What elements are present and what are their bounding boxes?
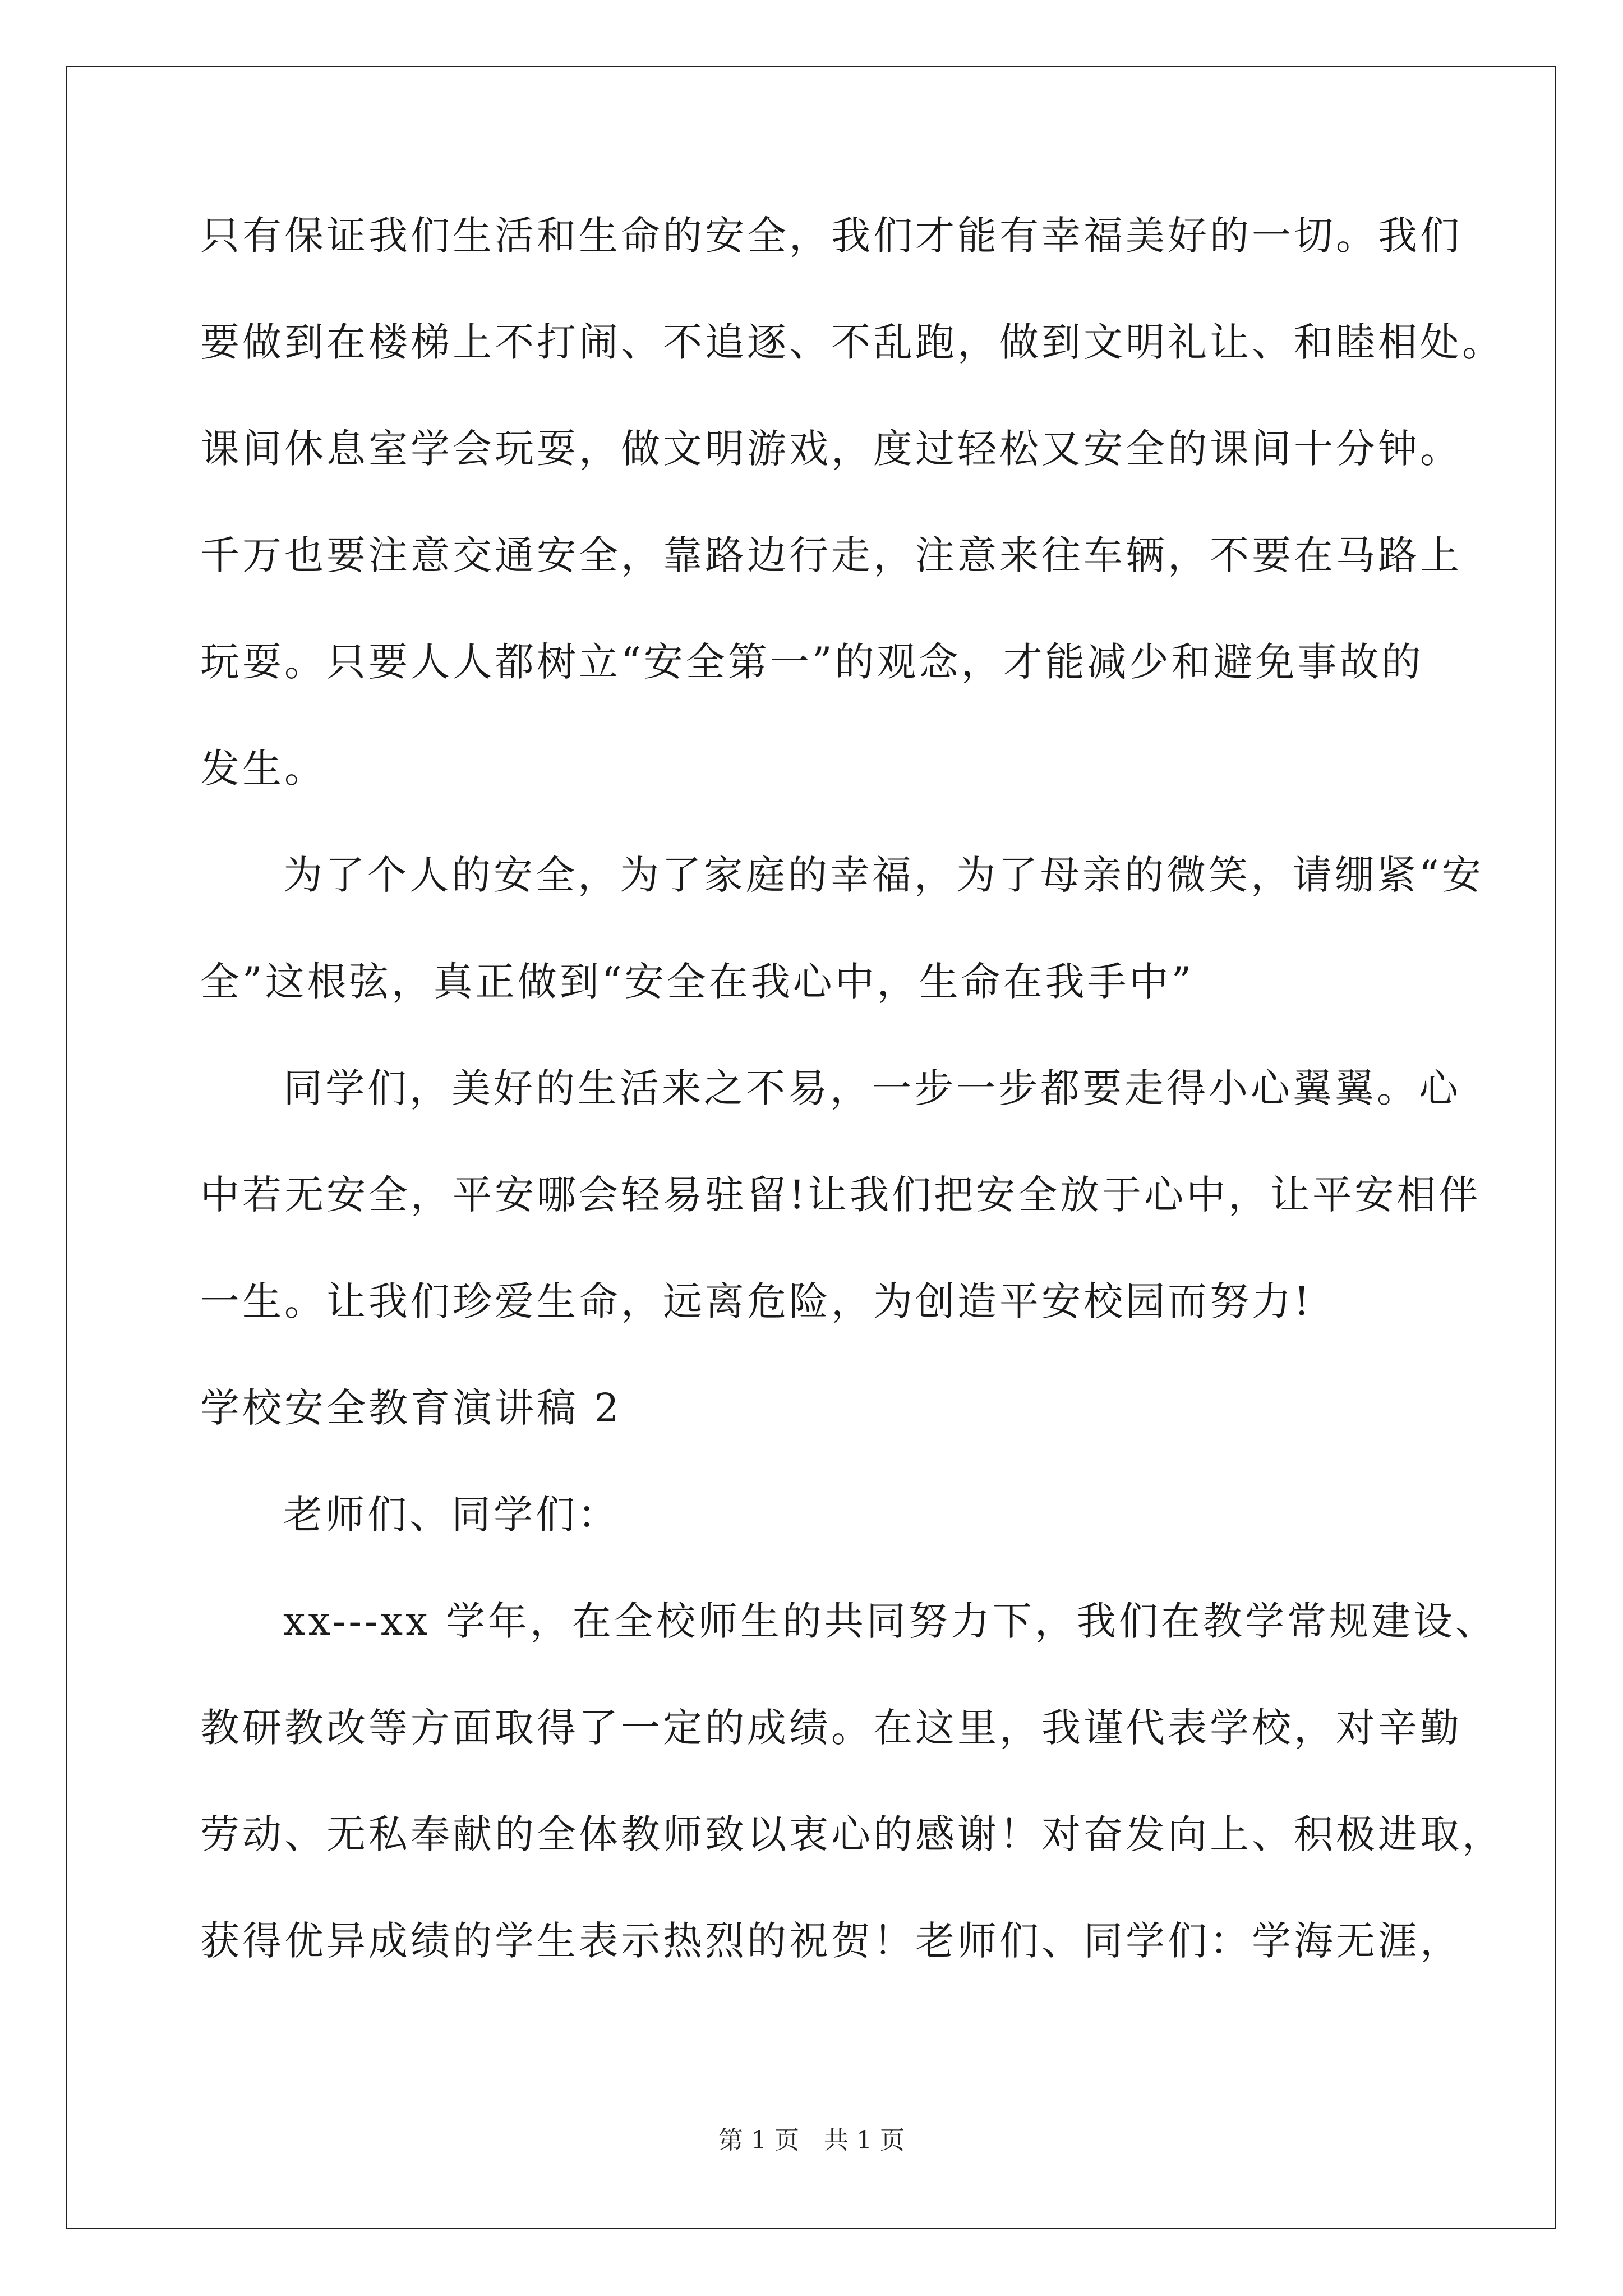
paragraph-line: 全”这根弦，真正做到“安全在我心中，生命在我手中” <box>200 959 1195 1005</box>
paragraph-line: 一生。让我们珍爱生命，远离危险，为创造平安校园而努力! <box>200 1278 1313 1324</box>
page-border <box>66 66 1556 2229</box>
paragraph-line: 劳动、无私奉献的全体教师致以衷心的感谢！对奋发向上、积极进取， <box>200 1811 1504 1857</box>
paragraph-line: 课间休息室学会玩耍，做文明游戏，度过轻松又安全的课间十分钟。 <box>200 426 1462 472</box>
paragraph-line: 获得优异成绩的学生表示热烈的祝贺！老师们、同学们：学海无涯， <box>200 1918 1462 1964</box>
paragraph-line: 教研教改等方面取得了一定的成绩。在这里，我谨代表学校，对辛勤 <box>200 1705 1462 1751</box>
paragraph-line: 要做到在楼梯上不打闹、不追逐、不乱跑，做到文明礼让、和睦相处。 <box>200 319 1504 365</box>
paragraph-line: 同学们，美好的生活来之不易，一步一步都要走得小心翼翼。心 <box>283 1065 1461 1111</box>
paragraph-line: 只有保证我们生活和生命的安全，我们才能有幸福美好的一切。我们 <box>200 213 1462 259</box>
paragraph-line: xx---xx 学年，在全校师生的共同努力下，我们在教学常规建设、 <box>283 1598 1497 1644</box>
paragraph-line: 为了个人的安全，为了家庭的幸福，为了母亲的微笑，请绷紧“安 <box>283 852 1484 898</box>
salutation: 老师们、同学们： <box>283 1492 620 1538</box>
paragraph-line: 千万也要注意交通安全，靠路边行走，注意来往车辆，不要在马路上 <box>200 532 1462 578</box>
page-footer: 第 1 页 共 1 页 <box>718 2126 905 2155</box>
paragraph-line: 发生。 <box>200 746 326 792</box>
paragraph-line: 玩耍。只要人人都树立“安全第一”的观念，才能减少和避免事故的 <box>200 639 1424 685</box>
section-heading: 学校安全教育演讲稿 2 <box>200 1385 622 1431</box>
paragraph-line: 中若无安全，平安哪会轻易驻留!让我们把安全放于心中，让平安相伴 <box>200 1172 1481 1218</box>
